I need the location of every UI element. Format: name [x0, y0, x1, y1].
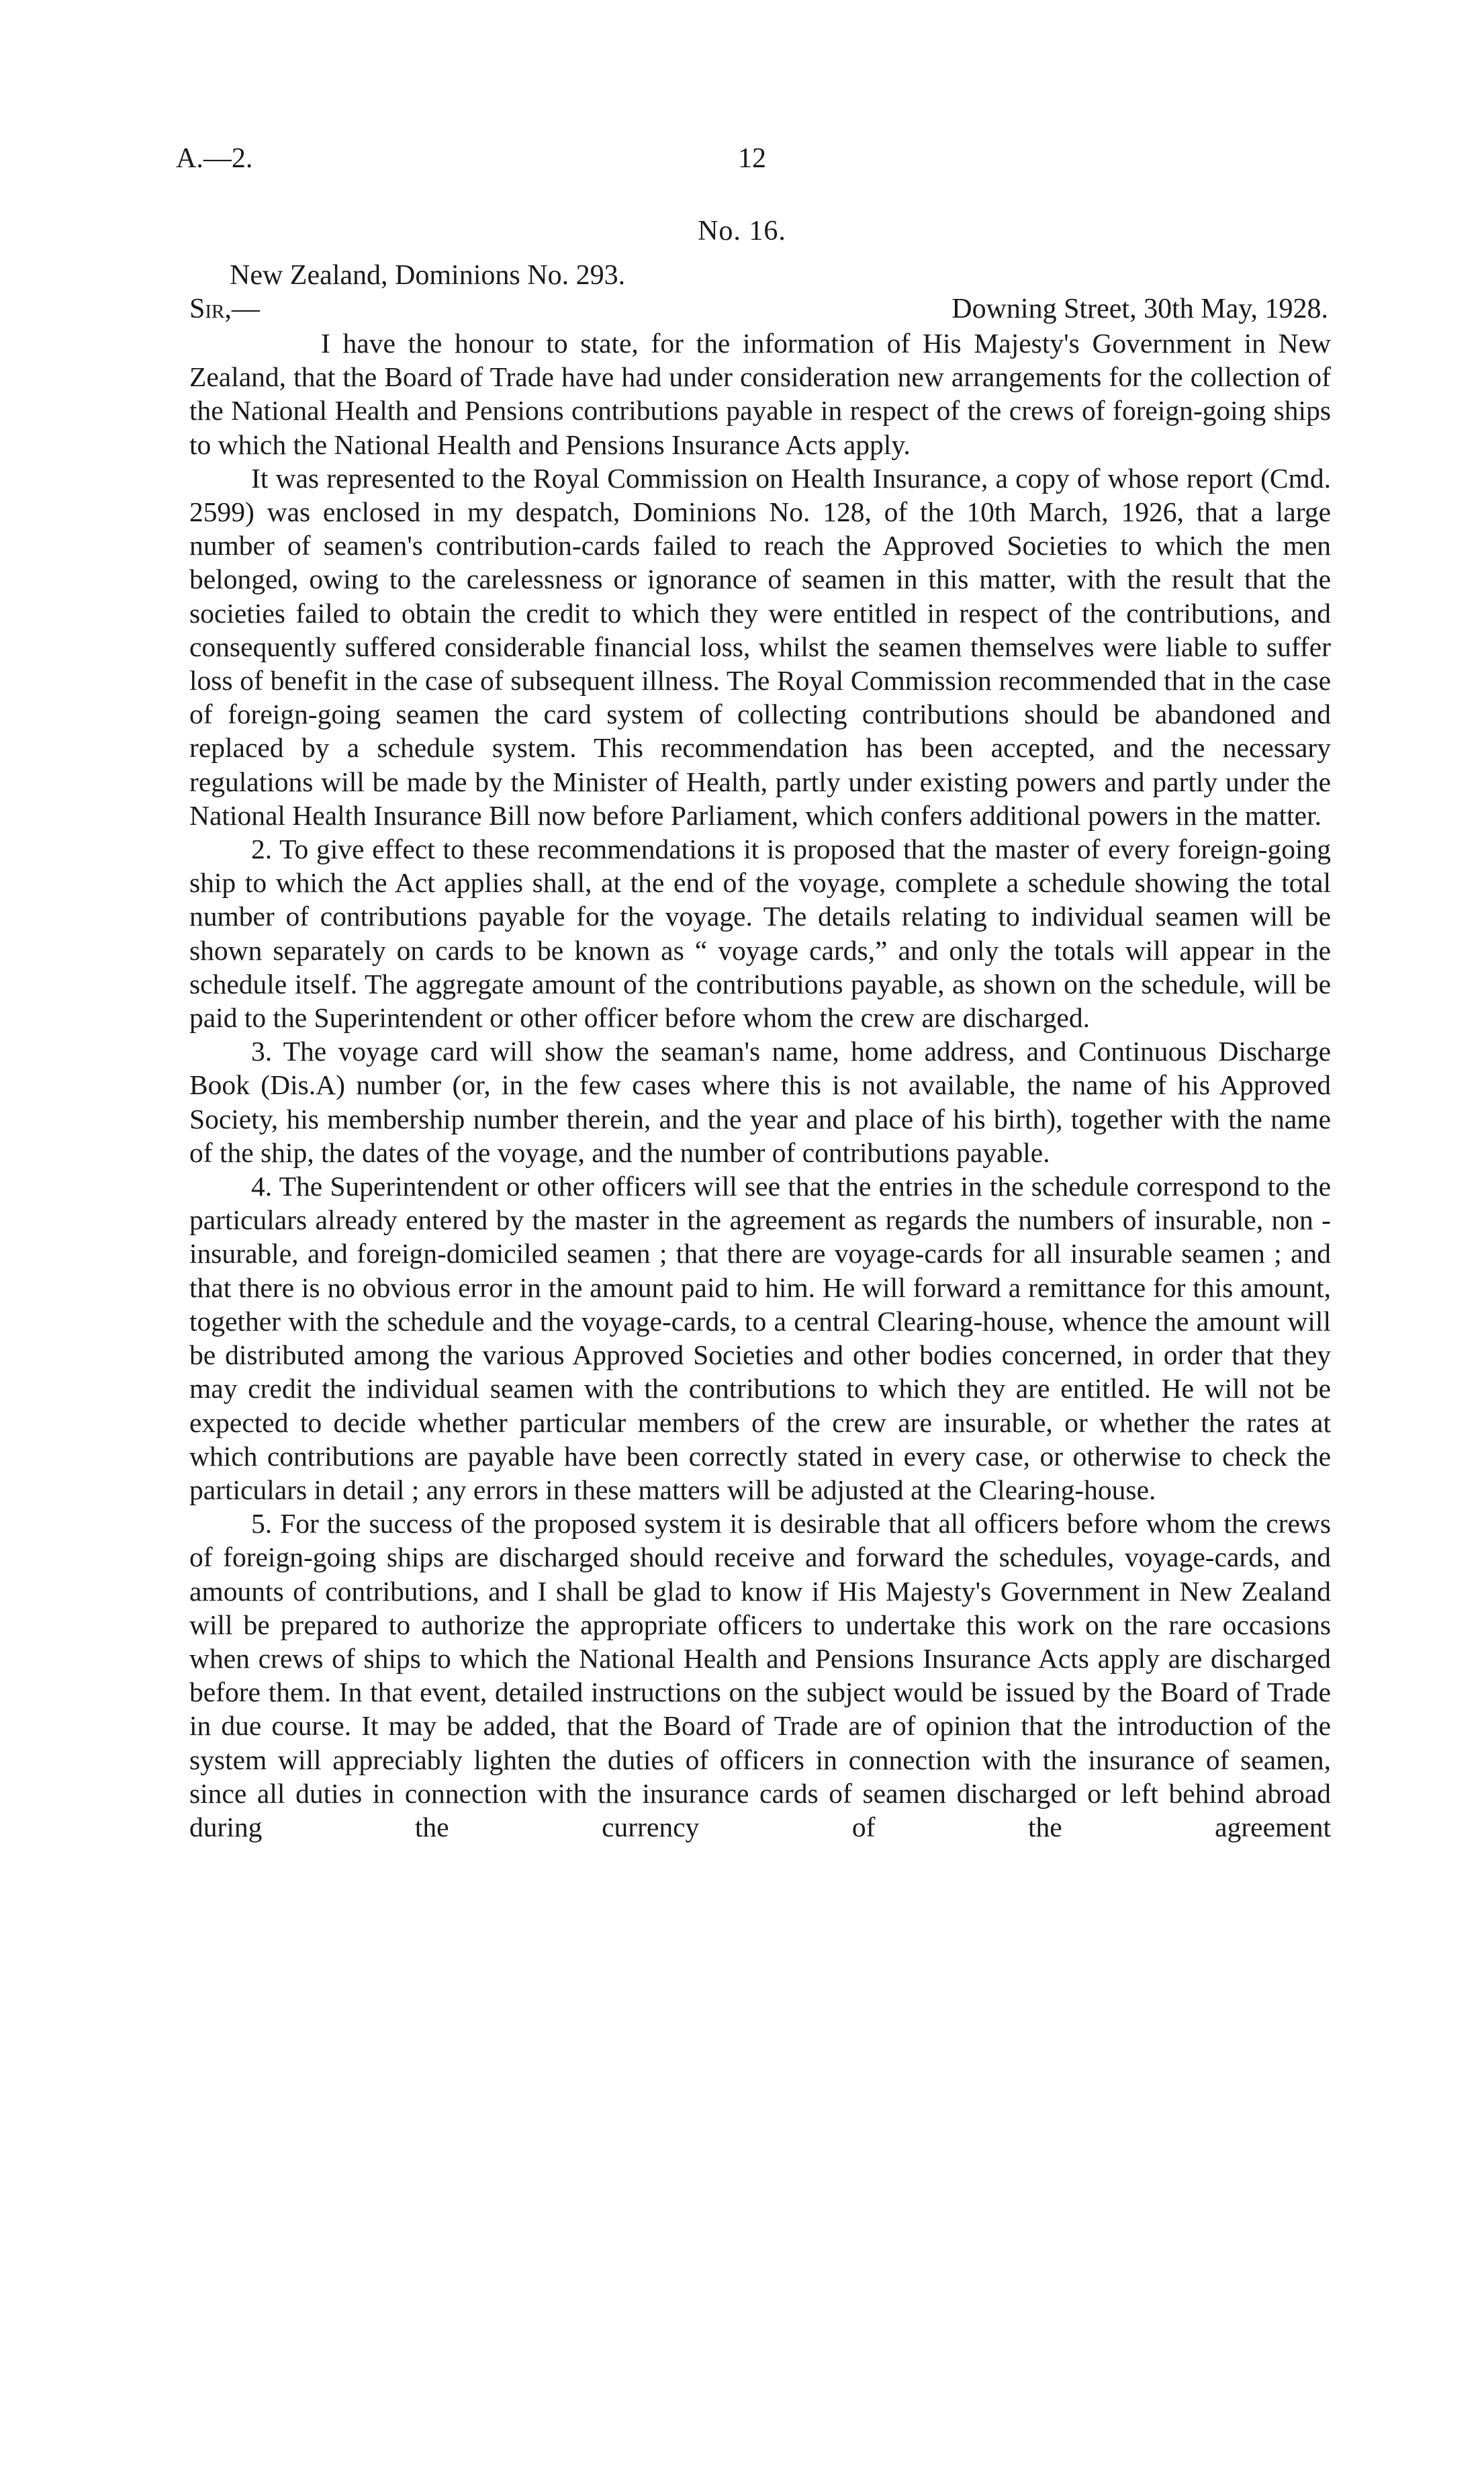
paragraph-intro: I have the honour to state, for the information of His Majesty's Government in New Zealand, that the Board of Trade have had under consideration new arrangements for the collection of the National Health and Pensions contributions payable in respect of the crews of foreign-going ships to which the National Health and Pensions Insurance Acts apply. [189, 328, 1331, 460]
paragraph-4: 4. The Superintendent or other officers will see that the entries in the schedule correspond to the particulars already entered by the master in the agreement as regards the numbers of insurable, non - insurable, and foreign-domiciled seamen ; that there are voyage-cards for all insurable seamen ; and that there is no obvious error in the amount paid to him. He will forward a remittance for this amount, together with the schedule and the voyage-cards, to a central Clearing-house, whence the amount will be distributed among the various Approved Societies and other bodies concerned, in order that they may credit the individual seamen with the contributions to which they are entitled. He will not be expected to decide whether particular members of the crew are insurable, or whether the rates at which contributions are payable have been correctly stated in every case, or otherwise to check the particulars in detail ; any errors in these matters will be adjusted at the Clearing-house. [189, 1171, 1331, 1505]
paragraph-royal-commission: It was represented to the Royal Commission on Health Insurance, a copy of whose report (Cmd. 2599) was enclosed in my despatch, Dominions No. 128, of the 10th March, 1926, that a large number of seamen's contribution-cards failed to reach the Approved Societies to which the men belonged, owing to the carelessness or ignorance of seamen in this matter, with the result that the societies failed to obtain the credit to which they were entitled in respect of the contributions, and consequently suffered considerable financial loss, whilst the seamen themselves were liable to suffer loss of benefit in the case of subsequent illness. The Royal Commission recommended that in the case of foreign-going seamen the card system of collecting contributions should be abandoned and replaced by a schedule system. This recommendation has been accepted, and the necessary regulations will be made by the Minister of Health, partly under existing powers and partly under the National Health Insurance Bill now before Parliament, which confers additional powers in the matter. [189, 462, 1331, 831]
date-line: Downing Street, 30th May, 1928. [952, 294, 1328, 324]
paragraph-3: 3. The voyage card will show the seaman's name, home address, and Continuous Discharge Book (Dis.A) number (or, in the few cases where this is not available, the name of his Approved Society, his membership number therein, and the year and place of his birth), together with the name of the ship, the dates of the voyage, and the number of contributions payable. [189, 1036, 1331, 1168]
series-code: A.—2. [176, 143, 253, 174]
paragraph-5: 5. For the success of the proposed system it is desirable that all officers before whom the crews of foreign-going ships are discharged should receive and forward the schedules, voyage-cards, and amounts of contributions, and I shall be glad to know if His Majesty's Government in New Zealand will be prepared to authorize the appropriate officers to undertake this work on the rare occasions when crews of ships to which the National Health and Pensions Insurance Acts apply are discharged before them. In that event, detailed instructions on the subject would be issued by the Board of Trade in due course. It may be added, that the Board of Trade are of opinion that the introduction of the system will appreciably lighten the duties of officers in connection with the insurance of seamen, since all duties in connection with the insurance cards of seamen discharged or left behind abroad during the currency of the agreement [189, 1508, 1331, 1842]
letter-body [189, 326, 1331, 1844]
despatch-number: No. 16. [698, 216, 786, 247]
despatch-reference: New Zealand, Dominions No. 293. [230, 260, 626, 291]
paragraph-2: 2. To give effect to these recommendations it is proposed that the master of every foreign-going ship to which the Act applies shall, at the end of the voyage, complete a schedule showing the total number of contributions payable for the voyage. The details relating to individual seamen will be shown separately on cards to be known as “ voyage cards,” and only the totals will appear in the schedule itself. The aggregate amount of the contributions payable, as shown on the schedule, will be paid to the Superintendent or other officer before whom the crew are discharged. [189, 834, 1331, 1034]
salutation: Sir,— [189, 294, 260, 324]
page-number: 12 [738, 143, 766, 174]
